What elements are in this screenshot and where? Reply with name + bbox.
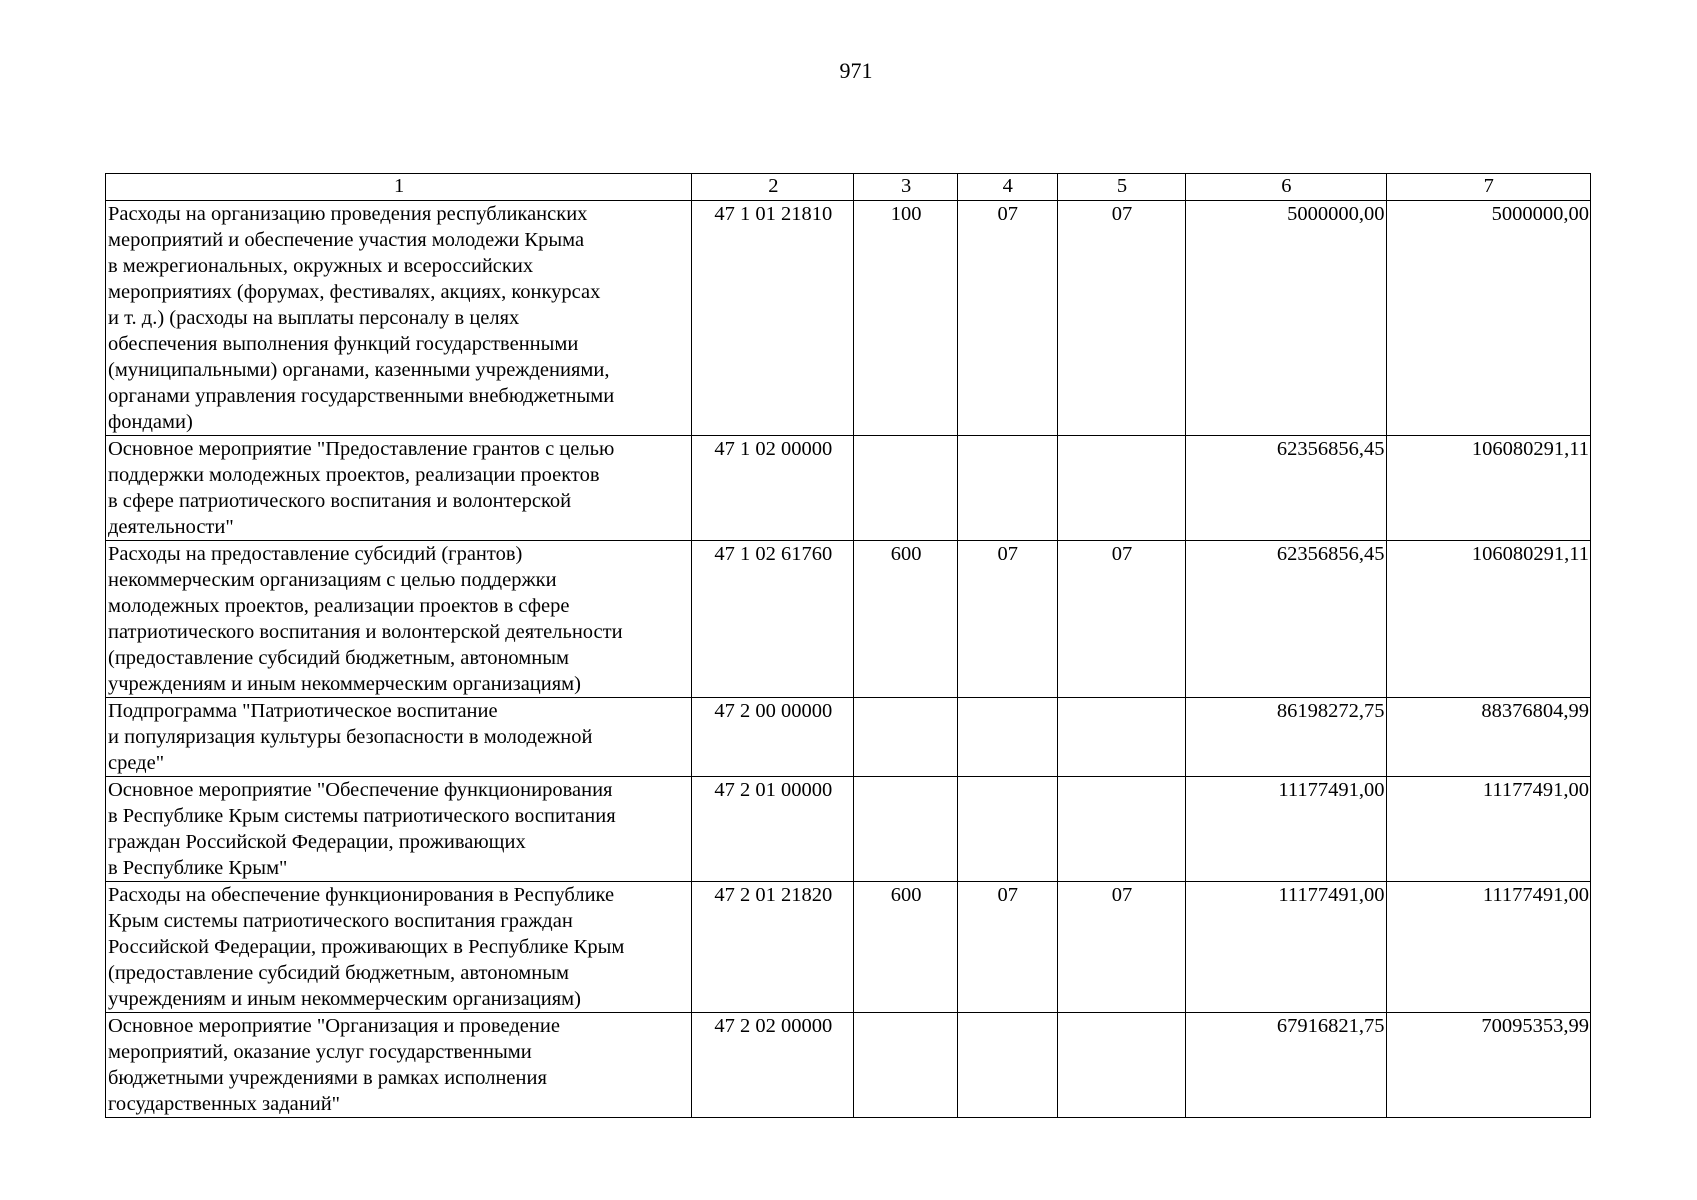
column-header: 4: [957, 174, 1057, 201]
subsection-code: [1057, 698, 1185, 777]
expense-description: Расходы на организацию проведения республиканских мероприятий и обеспечение участия молодежи Крыма в межрегиональных, окружных и всероссийских мероприятиях (форумах, фестивалях, акциях, конкурсах и т. д.) (расходы на выплаты персоналу в целях обеспечения выполнения функций государственными (муниципальными) органами, казенными учреждениями, органами управления государственными внебюджетными фондами): [106, 201, 692, 436]
page-number: 971: [839, 58, 873, 83]
table-row: [106, 541, 1591, 698]
table-row: [106, 1013, 1591, 1118]
expense-description: Основное мероприятие "Обеспечение функционирования в Республике Крым системы патриотического воспитания граждан Российской Федерации, проживающих в Республике Крым": [106, 777, 692, 882]
subsection-code: [1057, 436, 1185, 541]
column-header: 7: [1386, 174, 1590, 201]
amount-year-1: 62356856,45: [1186, 541, 1386, 698]
table-row: [106, 698, 1591, 777]
section-code: [957, 436, 1057, 541]
amount-year-1: 11177491,00: [1186, 882, 1386, 1013]
expense-description: Подпрограмма "Патриотическое воспитание и популяризация культуры безопасности в молодежной среде": [106, 698, 692, 777]
section-code: [957, 698, 1057, 777]
target-article-code: 47 2 00 00000: [692, 698, 854, 777]
target-article-code: 47 2 01 00000: [692, 777, 854, 882]
column-header: 2: [692, 174, 854, 201]
amount-year-2: 11177491,00: [1386, 777, 1590, 882]
column-header: 3: [854, 174, 957, 201]
amount-year-2: 106080291,11: [1386, 436, 1590, 541]
section-code: [957, 1013, 1057, 1118]
expense-type-code: [854, 1013, 957, 1118]
expense-description: Основное мероприятие "Организация и проведение мероприятий, оказание услуг государственными бюджетными учреждениями в рамках исполнения государственных заданий": [106, 1013, 692, 1118]
budget-table: [105, 173, 1591, 1118]
target-article-code: 47 1 02 61760: [692, 541, 854, 698]
target-article-code: 47 2 01 21820: [692, 882, 854, 1013]
expense-type-code: 600: [854, 541, 957, 698]
amount-year-1: 5000000,00: [1186, 201, 1386, 436]
expense-description: Основное мероприятие "Предоставление грантов с целью поддержки молодежных проектов, реализации проектов в сфере патриотического воспитания и волонтерской деятельности": [106, 436, 692, 541]
subsection-code: 07: [1057, 541, 1185, 698]
expense-type-code: 600: [854, 882, 957, 1013]
expense-type-code: [854, 436, 957, 541]
section-code: 07: [957, 201, 1057, 436]
amount-year-1: 86198272,75: [1186, 698, 1386, 777]
amount-year-2: 70095353,99: [1386, 1013, 1590, 1118]
target-article-code: 47 1 01 21810: [692, 201, 854, 436]
expense-type-code: [854, 698, 957, 777]
table-row: [106, 201, 1591, 436]
amount-year-2: 11177491,00: [1386, 882, 1590, 1013]
table-row: [106, 882, 1591, 1013]
subsection-code: [1057, 777, 1185, 882]
expense-type-code: [854, 777, 957, 882]
target-article-code: 47 1 02 00000: [692, 436, 854, 541]
expense-type-code: 100: [854, 201, 957, 436]
table-row: [106, 436, 1591, 541]
amount-year-1: 67916821,75: [1186, 1013, 1386, 1118]
expense-description: Расходы на предоставление субсидий (грантов) некоммерческим организациям с целью поддержки молодежных проектов, реализации проектов в сфере патриотического воспитания и волонтерской деятельности (предоставление субсидий бюджетным, автономным учреждениям и иным некоммерческим организациям): [106, 541, 692, 698]
column-header: 6: [1186, 174, 1386, 201]
table-row: [106, 777, 1591, 882]
target-article-code: 47 2 02 00000: [692, 1013, 854, 1118]
section-code: [957, 777, 1057, 882]
subsection-code: 07: [1057, 882, 1185, 1013]
section-code: 07: [957, 882, 1057, 1013]
column-number-row: [106, 174, 1591, 201]
section-code: 07: [957, 541, 1057, 698]
amount-year-2: 88376804,99: [1386, 698, 1590, 777]
amount-year-1: 11177491,00: [1186, 777, 1386, 882]
subsection-code: [1057, 1013, 1185, 1118]
amount-year-1: 62356856,45: [1186, 436, 1386, 541]
amount-year-2: 5000000,00: [1386, 201, 1590, 436]
expense-description: Расходы на обеспечение функционирования в Республике Крым системы патриотического воспитания граждан Российской Федерации, проживающих в Республике Крым (предоставление субсидий бюджетным, автономным учреждениям и иным некоммерческим организациям): [106, 882, 692, 1013]
subsection-code: 07: [1057, 201, 1185, 436]
column-header: 1: [106, 174, 692, 201]
column-header: 5: [1057, 174, 1185, 201]
amount-year-2: 106080291,11: [1386, 541, 1590, 698]
